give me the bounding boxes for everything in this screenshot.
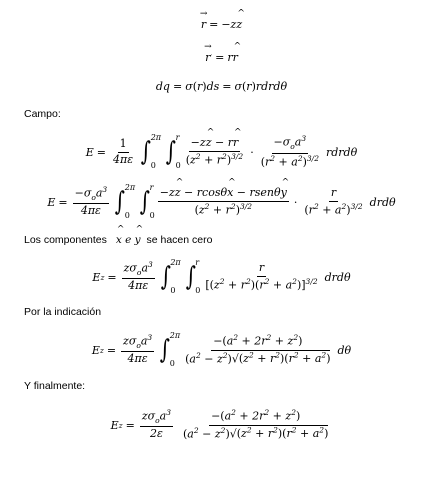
label-componentes: Los componentes ^ x e ^ y se hacen cero — [24, 225, 213, 246]
equation-charge-element: dq = σ ( r ) ds = σ ( r ) rdrdθ — [155, 79, 288, 93]
label-finalmente: Y finalmente: — [24, 380, 86, 392]
label-indicacion: Por la indicación — [24, 306, 102, 318]
equation-source-vector: → r ′ = r ^ r — [204, 41, 242, 64]
equation-position-vector: → r = −z ^ z — [199, 8, 245, 31]
equation-field-components: E = $\frac{-\sigma_oa^3}{4\pi\varepsilon}$ ∫ 2π 0 ∫ r 0 −z ^ z − rcosθ ^ x − rsenθ ^ y $(z^2 + r^2)^{3/2}$ · $\frac{r}{(r^2 + a^2)^{3/2}}$ drdθ — [47, 178, 396, 220]
equation-ez-final: E z = $\frac{z\sigma_oa^3}{2\varepsilon}$ $\frac{-(a^2 + 2r^2 + z^2)}{(a^2 - z^2)√(z^2 + r^2)(r^2 + a^2)}$ — [110, 407, 329, 441]
equation-field-integral: E = $\frac{1}{4\pi\varepsilon}$ ∫ 2π 0 ∫ r 0 −z ^ z − r ^ r $(z^2 + r^2)^{3/2}$ · $\frac{-\sigma_oa^3}{(r^2 + a^2)^{3/2}}$ rdrdθ — [85, 128, 358, 170]
label-campo: Campo: — [24, 108, 61, 120]
equation-ez-double-integral: E z = $\frac{z\sigma_oa^3}{4\pi\varepsilon}$ ∫ 2π 0 ∫ r 0 $\frac{r}{[(z^2 + r^2)(r^2 + a^2)]^{3/2}}$ drdθ — [92, 258, 351, 295]
equation-ez-single-integral: E z = $\frac{z\sigma_oa^3}{4\pi\varepsilon}$ ∫ 2π 0 $\frac{-(a^2 + 2r^2 + z^2)}{(a^2 - z^2)√(z^2 + r^2)(r^2 + a^2)}$ dθ — [91, 331, 352, 368]
